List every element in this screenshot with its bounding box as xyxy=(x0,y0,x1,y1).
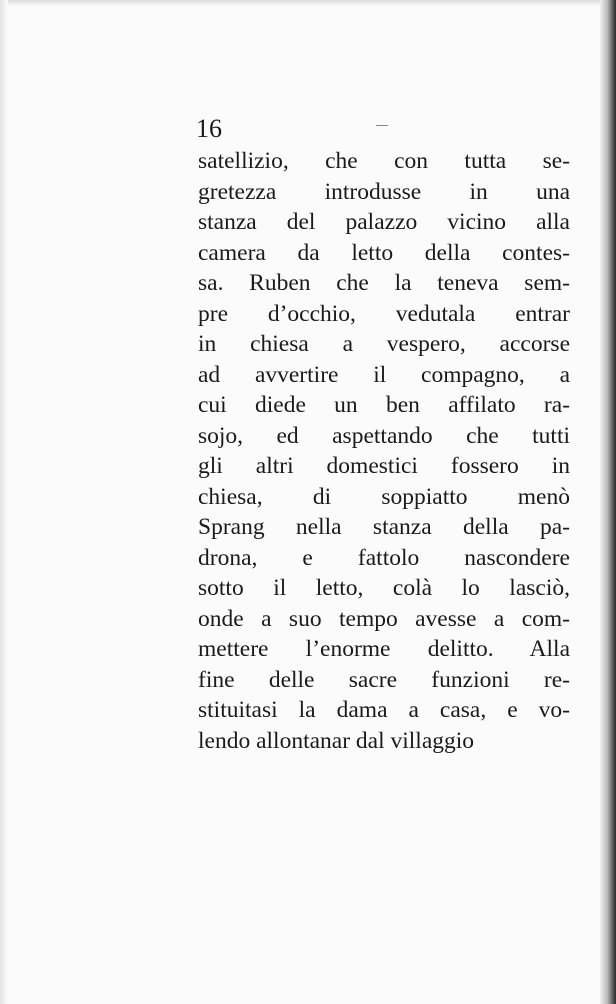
text-line: satellizio, che con tutta se- xyxy=(198,148,570,174)
right-binding-shadow xyxy=(600,0,616,1004)
text-line: gli altri domestici fossero in xyxy=(198,453,570,479)
text-line: stituitasi la dama a casa, e vo- xyxy=(198,697,570,723)
text-line: onde a suo tempo avesse a com- xyxy=(198,605,570,632)
text-line: lendo allontanar dal villaggio xyxy=(198,727,475,754)
left-page-edge-shadow xyxy=(0,0,8,1004)
book-page xyxy=(198,112,570,756)
text-line: gretezza introdusse in una xyxy=(198,178,570,205)
text-line: sojo, ed aspettando che tutti xyxy=(198,422,570,449)
page-number: 16 xyxy=(196,114,222,143)
text-line: chiesa, di soppiatto menò xyxy=(198,483,570,510)
text-line: pre d’occhio, vedutala entrar xyxy=(198,300,570,327)
top-page-edge-shadow xyxy=(0,0,616,6)
header-dash-mark xyxy=(376,125,388,126)
text-line: drona, e fattolo nascondere xyxy=(198,544,570,571)
text-line: cui diede un ben affilato ra- xyxy=(198,392,570,418)
text-line: ad avvertire il compagno, a xyxy=(198,361,570,388)
text-line: in chiesa a vespero, accorse xyxy=(198,331,570,357)
text-line: camera da letto della contes- xyxy=(198,239,570,266)
text-line: sotto il letto, colà lo lasciò, xyxy=(198,575,570,601)
text-line: fine delle sacre funzioni re- xyxy=(198,666,570,693)
text-line: sa. Ruben che la teneva sem- xyxy=(198,270,570,296)
text-line: mettere l’enorme delitto. Alla xyxy=(198,636,570,662)
text-line: stanza del palazzo vicino alla xyxy=(198,209,570,235)
page-body-text xyxy=(198,146,570,756)
page-header xyxy=(198,112,570,146)
text-line: Sprang nella stanza della pa- xyxy=(198,514,570,540)
